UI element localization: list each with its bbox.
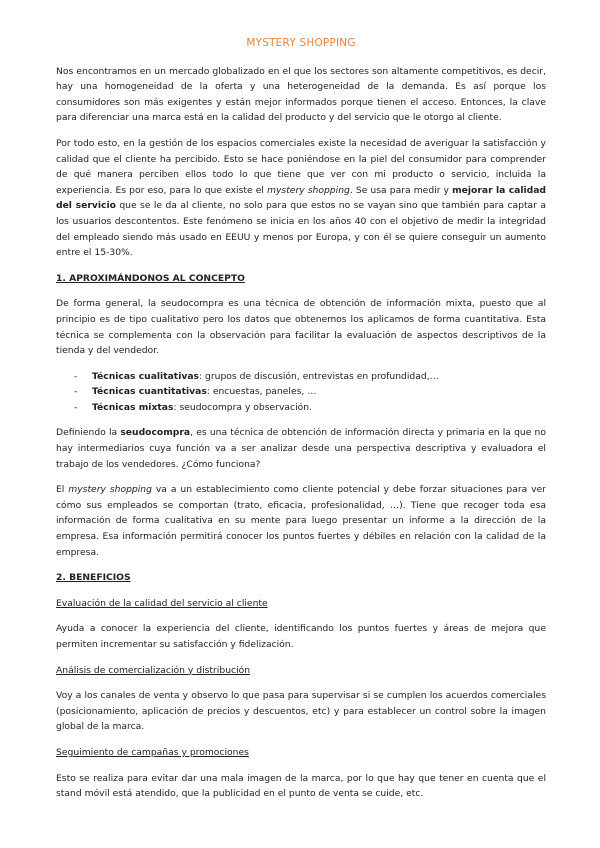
intro-p2-strong: mejorar la calidad del servicio	[56, 184, 546, 212]
list-item-text: : seudocompra y observación.	[173, 401, 313, 413]
intro-p2-text-c: que se le da al cliente, no solo para que estos no se vayan sino que también para captar a los usuarios descontentos. Este fenómeno se inicia en los años 40 con el objetivo de medir la integridad del empleado siendo más usado en EEUU y menos por Europa, y con él se quiere conseguir un aumento entre el 15-30%.	[56, 200, 546, 259]
s1-p3-emphasis: mystery shopping	[68, 484, 152, 496]
list-item	[56, 369, 546, 385]
intro-paragraph-2	[56, 136, 546, 261]
list-item	[56, 384, 546, 400]
service-quality-paragraph: Ayuda a conocer la experiencia del cliente, identificando los puntos fuertes y áreas de mejora que permiten incrementar su satisfacción y fidelización.	[56, 623, 546, 650]
section-1-paragraph-1: De forma general, la seudocompra es una técnica de obtención de información mixta, puesto que al principio es de tipo cualitativo pero los datos que obtenemos los aplicamos de forma cuantitativa. Esta técnica se complementa con la observación para facilitar la evaluación de aspectos descriptivos de la tienda y del vendedor.	[56, 298, 546, 357]
subheading-campaigns: Seguimiento de campañas y promociones	[56, 746, 249, 758]
list-item-label: Técnicas cualitativas	[92, 370, 200, 382]
list-dash: -	[74, 401, 78, 413]
section-1-paragraph-2	[56, 425, 546, 472]
commercialization-paragraph: Voy a los canales de venta y observo lo que pasa para supervisar si se cumplen los acuerdos comerciales (posicionamiento, aplicación de precios y descuentos, etc) y para establecer un control sobre la imagen global de la marca.	[56, 690, 546, 733]
s1-p2-text-a: Definiendo la	[56, 427, 121, 439]
list-dash: -	[74, 370, 78, 382]
page-title: MYSTERY SHOPPING	[246, 37, 356, 49]
section-1-heading: 1. APROXIMÁNDONOS AL CONCEPTO	[56, 272, 245, 284]
list-item	[56, 400, 546, 416]
s1-p2-strong: seudocompra	[120, 427, 191, 439]
techniques-list	[56, 369, 546, 416]
list-item-text: : encuestas, paneles, …	[206, 386, 317, 398]
list-item-label: Técnicas mixtas	[92, 401, 174, 413]
s1-p3-text-b: va a un establecimiento como cliente potencial y debe forzar situaciones para ver cómo sus empleados se comportan (trato, eficacia, profesionalidad, …). Tiene que recoger toda esa información de forma cualitativa en su mente para luego presentar un informe a la dirección de la empresa. Esa información permitirá conocer los puntos fuertes y débiles en relación con la calidad de la empresa.	[56, 484, 547, 558]
list-item-label: Técnicas cuantitativas	[92, 386, 207, 398]
s1-p2-text-b: , es una técnica de obtención de información directa y primaria en la que no hay intermediarios cuya función va a ser analizar desde una perspectiva descriptiva y evaluadora el trabajo de los vendedores. ¿Cómo funciona?	[56, 427, 546, 470]
subheading-commercialization: Análisis de comercialización y distribución	[56, 664, 251, 676]
intro-p2-text-a: Por todo esto, en la gestión de los espacios comerciales existe la necesidad de averiguar la satisfacción y calidad que el cliente ha percibido. Esto se hace poniéndose en la piel del consumidor para comprender de qué manera perciben ellos todo lo que tiene que ver con mi producto o servicio, incluida la experiencia. Es por eso, para lo que existe el	[56, 137, 546, 196]
intro-p2-emphasis: mystery shopping	[267, 184, 350, 196]
subheading-service-quality: Evaluación de la calidad del servicio al cliente	[56, 597, 268, 609]
section-1-paragraph-3	[56, 482, 546, 560]
intro-p2-text-b: . Se usa para medir y	[349, 184, 453, 196]
list-item-text: : grupos de discusión, entrevistas en profundidad,…	[199, 370, 439, 382]
list-dash: -	[74, 386, 78, 398]
s1-p3-text-a: El	[56, 484, 69, 496]
intro-paragraph-1: Nos encontramos en un mercado globalizado en el que los sectores son altamente competitivos, es decir, hay una homogeneidad de la oferta y una heterogeneidad de la demanda. Es así porque los consumidores son más exigentes y están mejor informados porque tienen el acceso. Entonces, la clave para diferenciar una marca está en la calidad del producto y del servicio que le otorgo al cliente.	[56, 65, 546, 124]
campaigns-paragraph: Esto se realiza para evitar dar una mala imagen de la marca, por lo que hay que tener en cuenta que el stand móvil está atendido, que la publicidad en el punto de venta se cuide, etc.	[56, 772, 546, 800]
section-2-heading: 2. BENEFICIOS	[56, 572, 131, 584]
